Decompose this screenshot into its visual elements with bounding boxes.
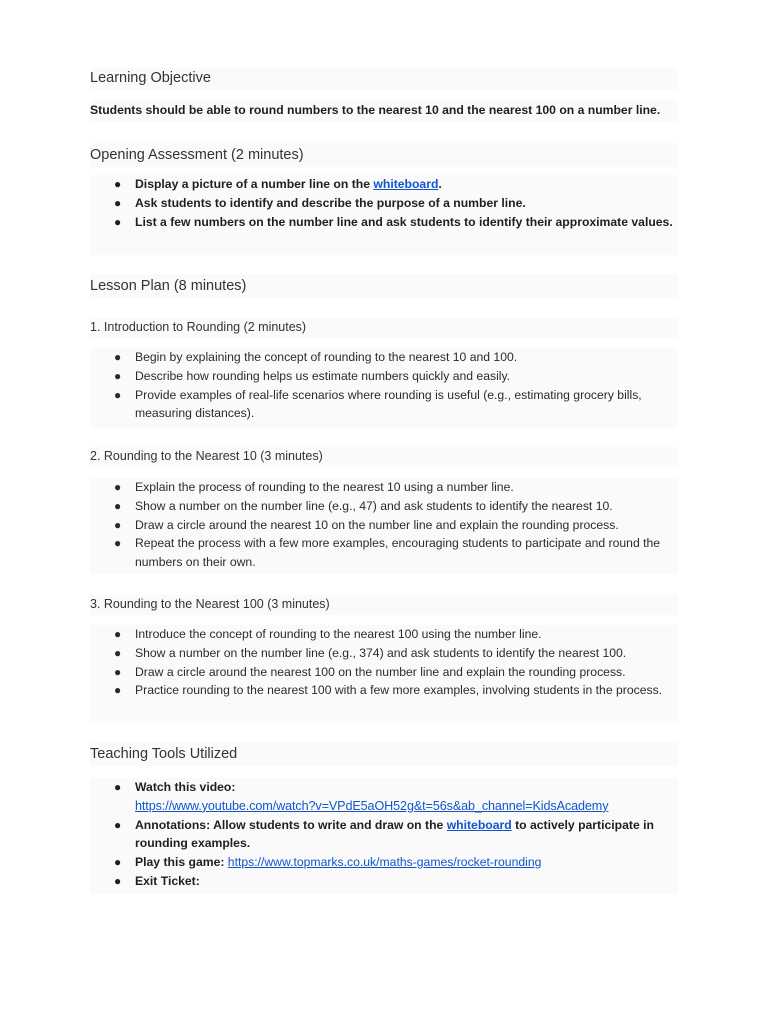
list-item-text: Draw a circle around the nearest 100 on the number line and explain the rounding process. (135, 664, 626, 679)
list-item (90, 872, 678, 891)
list-item (90, 367, 678, 386)
teaching-tools-list-block (90, 778, 678, 894)
list-item-text: Repeat the process with a few more examples, encouraging students to participate and round the numbers on their own. (135, 536, 661, 570)
section-2-list (90, 478, 678, 572)
list-item (90, 681, 678, 700)
bullet-icon: ● (114, 855, 122, 870)
bullet-icon: ● (114, 645, 122, 660)
section-1-list-block (90, 348, 678, 428)
list-item (90, 663, 678, 682)
bullet-icon: ● (114, 387, 122, 402)
bullet-icon: ● (114, 873, 122, 888)
bullet-icon: ● (114, 498, 122, 513)
game-label: Play this game: (135, 855, 228, 870)
opening-assessment-heading: Opening Assessment (2 minutes) (90, 147, 304, 163)
whiteboard-link[interactable]: whiteboard (446, 817, 512, 832)
list-item-text: . (438, 177, 442, 191)
section-3-list (90, 625, 678, 700)
section-title: 3. Rounding to the Nearest 100 (3 minutes) (90, 597, 330, 611)
bullet-icon: ● (114, 817, 122, 832)
bullet-icon: ● (114, 350, 122, 364)
bullet-icon: ● (114, 517, 122, 532)
bullet-icon: ● (114, 177, 122, 191)
list-item-text: Introduce the concept of rounding to the nearest 100 using the number line. (135, 627, 542, 641)
list-item-text: Show a number on the number line (e.g., 374) and ask students to identify the nearest 100. (135, 645, 627, 660)
list-item-text: Practice rounding to the nearest 100 with a few more examples, involving students in the process. (135, 683, 663, 698)
bullet-icon: ● (114, 214, 122, 229)
list-item-text: to actively participate in rounding examples. (135, 817, 654, 851)
list-item-text: Explain the process of rounding to the nearest 10 using a number line. (135, 480, 514, 494)
learning-objective-heading: Learning Objective (90, 70, 211, 86)
list-item-text: Ask students to identify and describe the purpose of a number line. (135, 195, 526, 210)
list-item (90, 778, 678, 816)
list-item (90, 534, 678, 572)
lesson-plan-heading: Lesson Plan (8 minutes) (90, 278, 247, 294)
list-item-text: Show a number on the number line (e.g., 47) and ask students to identify the nearest 10. (135, 498, 613, 513)
list-item (90, 194, 678, 213)
section-title: 2. Rounding to the Nearest 10 (3 minutes) (90, 449, 323, 463)
list-item (90, 853, 678, 872)
list-item (90, 497, 678, 516)
list-item (90, 213, 678, 232)
bullet-icon: ● (114, 627, 122, 641)
section-1-title-block (90, 318, 678, 338)
bullet-icon: ● (114, 536, 122, 551)
list-item-text: Display a picture of a number line on the (135, 177, 374, 191)
list-item-text: Describe how rounding helps us estimate numbers quickly and easily. (135, 368, 511, 383)
list-item (90, 516, 678, 535)
opening-assessment-list (90, 175, 678, 231)
list-item (90, 625, 678, 644)
teaching-tools-heading-block (90, 742, 678, 766)
lesson-plan-heading-block (90, 274, 678, 298)
teaching-tools-list (90, 778, 678, 891)
opening-assessment-list-block (90, 175, 678, 255)
section-2-list-block (90, 478, 678, 574)
bullet-icon: ● (114, 195, 122, 210)
list-item (90, 348, 678, 367)
opening-assessment-heading-block (90, 143, 678, 167)
section-title: 1. Introduction to Rounding (2 minutes) (90, 320, 307, 334)
game-link[interactable]: https://www.topmarks.co.uk/maths-games/rocket-rounding (227, 855, 542, 870)
list-item (90, 175, 678, 194)
list-item (90, 644, 678, 663)
exit-ticket-label: Exit Ticket: (135, 873, 200, 888)
video-label: Watch this video: (135, 780, 236, 794)
section-1-list (90, 348, 678, 423)
list-item (90, 816, 678, 854)
section-3-list-block (90, 625, 678, 723)
list-item-text: Draw a circle around the nearest 10 on the number line and explain the rounding process. (135, 517, 619, 532)
bullet-icon: ● (114, 368, 122, 383)
bullet-icon: ● (114, 683, 122, 698)
bullet-icon: ● (114, 664, 122, 679)
bullet-icon: ● (114, 780, 122, 794)
learning-objective-heading-block (90, 68, 678, 90)
learning-objective-text: Students should be able to round numbers to the nearest 10 and the nearest 100 on a number line. (90, 103, 661, 117)
learning-objective-text-block (90, 100, 678, 122)
video-link[interactable]: https://www.youtube.com/watch?v=VPdE5aOH52g&t=56s&ab_channel=KidsAcademy (135, 798, 609, 813)
list-item-text: List a few numbers on the number line and ask students to identify their approximate values. (135, 214, 673, 229)
section-2-title-block (90, 447, 678, 467)
list-item-text: Begin by explaining the concept of rounding to the nearest 10 and 100. (135, 350, 518, 364)
list-item-text: Provide examples of real-life scenarios where rounding is useful (e.g., estimating grocery bills, measuring distances). (135, 387, 642, 421)
section-3-title-block (90, 595, 678, 615)
whiteboard-link[interactable]: whiteboard (373, 177, 439, 191)
bullet-icon: ● (114, 480, 122, 494)
list-item-text: Annotations: Allow students to write and draw on the (135, 817, 447, 832)
list-item (90, 386, 678, 424)
teaching-tools-heading: Teaching Tools Utilized (90, 746, 238, 762)
list-item (90, 478, 678, 497)
